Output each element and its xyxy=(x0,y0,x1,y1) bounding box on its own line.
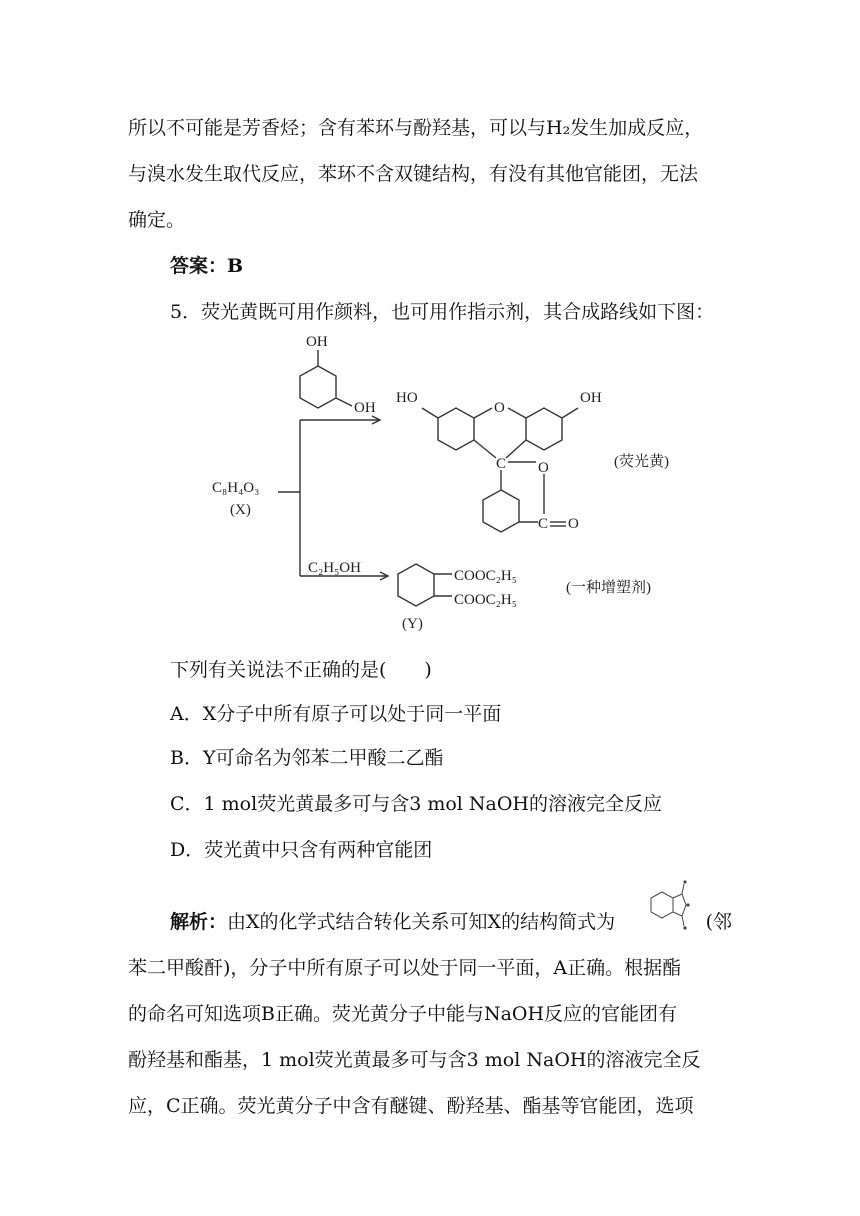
text-line: 与溴水发生取代反应，苯环不含双键结构，有没有其他官能团，无法 xyxy=(128,163,699,185)
option-c: C．1 mol荧光黄最多可与含3 mol NaOH的溶液完全反应 xyxy=(170,793,662,815)
ester-label: COOC₂H₅ xyxy=(454,568,517,584)
reagent-label: C₂H₅OH xyxy=(308,560,361,576)
analysis-line: 酚羟基和酯基，1 mol荧光黄最多可与含3 mol NaOH的溶液完全反 xyxy=(128,1049,701,1071)
x-label: (X) xyxy=(230,502,251,518)
ester-label: COOC₂H₅ xyxy=(454,592,517,608)
y-label: (Y) xyxy=(402,616,423,632)
analysis-line: 的命名可知选项B正确。荧光黄分子中能与NaOH反应的官能团有 xyxy=(128,1003,678,1025)
diagram-label: O xyxy=(538,460,549,476)
diagram-label: HO xyxy=(396,390,418,406)
diagram-label: OH xyxy=(580,390,602,406)
fluorescein-name: (荧光黄) xyxy=(614,454,669,470)
question-stem: 5．荧光黄既可用作颜料，也可用作指示剂，其合成路线如下图： xyxy=(170,301,715,323)
question-prompt: 下列有关说法不正确的是( ) xyxy=(170,659,432,681)
analysis-text: 由X的化学式结合转化关系可知X的结构简式为 xyxy=(227,911,616,933)
diagram-label: C xyxy=(538,516,549,532)
analysis-line: 应，C正确。荧光黄分子中含有醚键、酚羟基、酯基等官能团，选项 xyxy=(128,1095,694,1117)
diagram-label: OH xyxy=(354,400,376,416)
text-line: 确定。 xyxy=(128,209,186,231)
analysis-line: 苯二甲酸酐)，分子中所有原子可以处于同一平面，A正确。根据酯 xyxy=(128,957,682,979)
option-d: D．荧光黄中只含有两种官能团 xyxy=(170,839,433,861)
analysis-label: 解析： xyxy=(170,911,228,933)
diagram-label: O xyxy=(568,516,579,532)
synthesis-diagram xyxy=(200,328,720,638)
option-b: B．Y可命名为邻苯二甲酸二乙酯 xyxy=(170,747,444,769)
text-line: 所以不可能是芳香烃；含有苯环与酚羟基，可以与H₂发生加成反应， xyxy=(128,117,704,139)
x-formula: C₈H₄O₃ xyxy=(212,480,260,496)
diagram-label: OH xyxy=(306,334,328,350)
analysis-text-tail: (邻 xyxy=(705,911,732,933)
answer: 答案：B xyxy=(170,255,244,277)
phthalic-anhydride-structure xyxy=(646,876,702,936)
diagram-label: C xyxy=(496,456,507,472)
diagram-label: O xyxy=(494,400,505,416)
y-name: (一种增塑剂) xyxy=(566,580,651,596)
option-a: A．X分子中所有原子可以处于同一平面 xyxy=(170,703,502,725)
